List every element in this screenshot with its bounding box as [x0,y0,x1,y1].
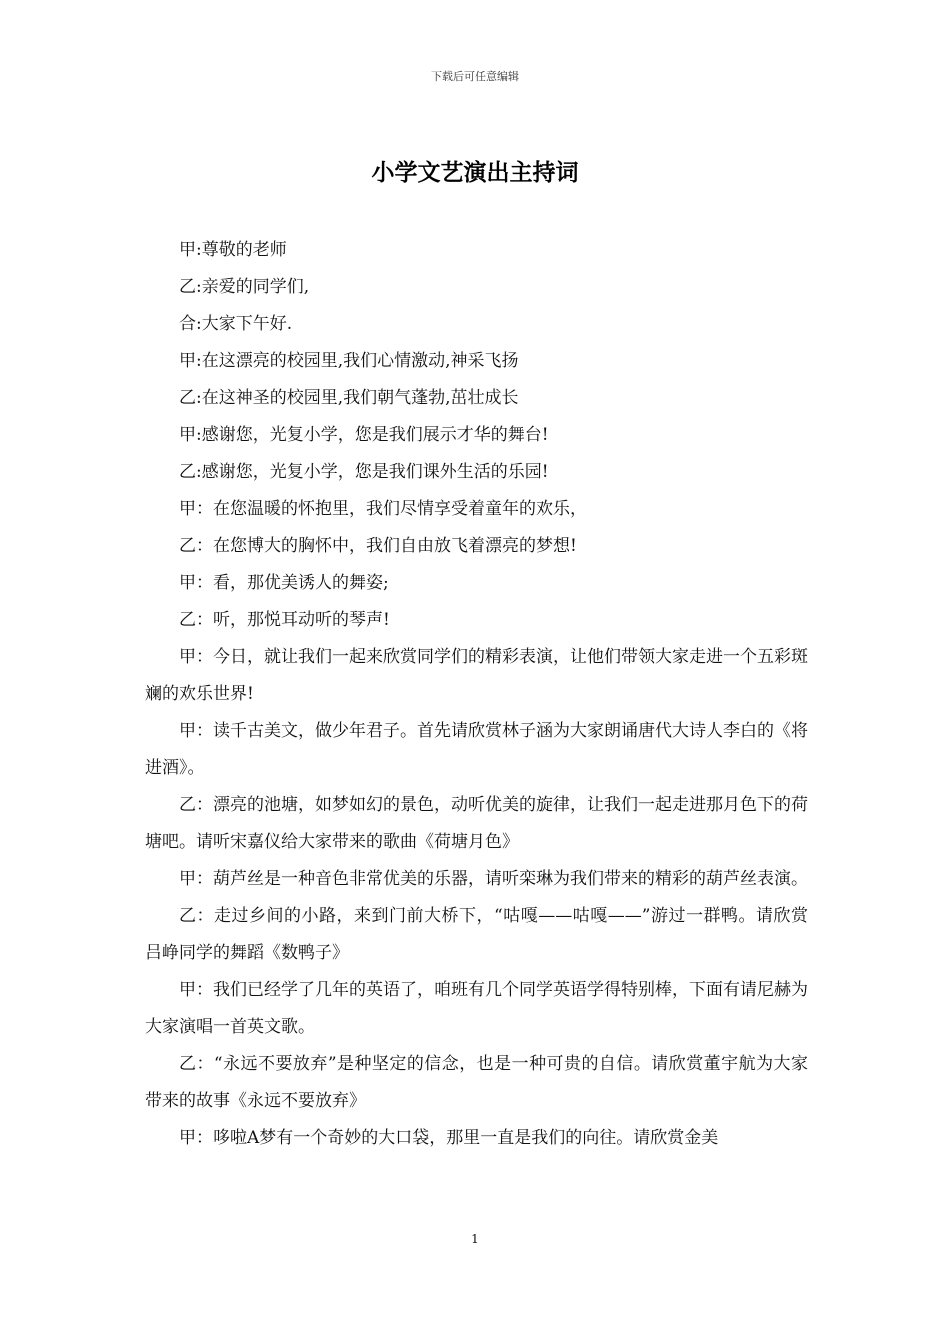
header-note: 下载后可任意编辑 [431,70,519,83]
paragraph: 甲:尊敬的老师 [179,240,287,260]
paragraph: 甲：哆啦A梦有一个奇妙的大口袋，那里一直是我们的向往。请欣赏金美 [179,1128,719,1148]
paragraph: 乙：听，那悦耳动听的琴声! [179,610,390,630]
paragraph: 乙：走过乡间的小路，来到门前大桥下，“咕嘎——咕嘎——”游过一群鸭。请欣赏吕峥同学的舞蹈《数鸭子》 [145,906,808,963]
paragraph: 乙:感谢您，光复小学，您是我们课外生活的乐园! [179,462,549,482]
paragraph: 乙：“永远不要放弃”是种坚定的信念，也是一种可贵的自信。请欣赏董宇航为大家带来的故事《永远不要放弃》 [145,1054,808,1111]
paragraph: 乙:亲爱的同学们, [179,277,310,297]
paragraph: 甲：今日，就让我们一起来欣赏同学们的精彩表演，让他们带领大家走进一个五彩斑斓的欢乐世界! [145,647,808,704]
paragraph: 乙：漂亮的池塘，如梦如幻的景色，动听优美的旋律，让我们一起走进那月色下的荷塘吧。请听宋嘉仪给大家带来的歌曲《荷塘月色》 [145,795,808,852]
paragraph: 甲:在这漂亮的校园里,我们心情激动,神采飞扬 [179,351,519,371]
page-number: 1 [471,1232,479,1246]
document-title: 小学文艺演出主持词 [371,159,579,186]
paragraph: 甲：在您温暖的怀抱里，我们尽情享受着童年的欢乐， [179,499,587,519]
document-body [145,232,808,1157]
paragraph: 甲：我们已经学了几年的英语了，咱班有几个同学英语学得特别棒，下面有请尼赫为大家演唱一首英文歌。 [145,980,808,1037]
paragraph: 甲：看，那优美诱人的舞姿; [179,573,389,593]
paragraph: 合:大家下午好. [179,314,293,334]
paragraph: 乙：在您博大的胸怀中，我们自由放飞着漂亮的梦想! [179,536,577,556]
paragraph: 甲：葫芦丝是一种音色非常优美的乐器，请听栾琳为我们带来的精彩的葫芦丝表演。 [179,869,808,889]
paragraph: 甲：读千古美文，做少年君子。首先请欣赏林子涵为大家朗诵唐代大诗人李白的《将进酒》。 [145,721,808,778]
paragraph: 乙:在这神圣的校园里,我们朝气蓬勃,茁壮成长 [179,388,519,408]
paragraph: 甲:感谢您，光复小学，您是我们展示才华的舞台! [179,425,549,445]
